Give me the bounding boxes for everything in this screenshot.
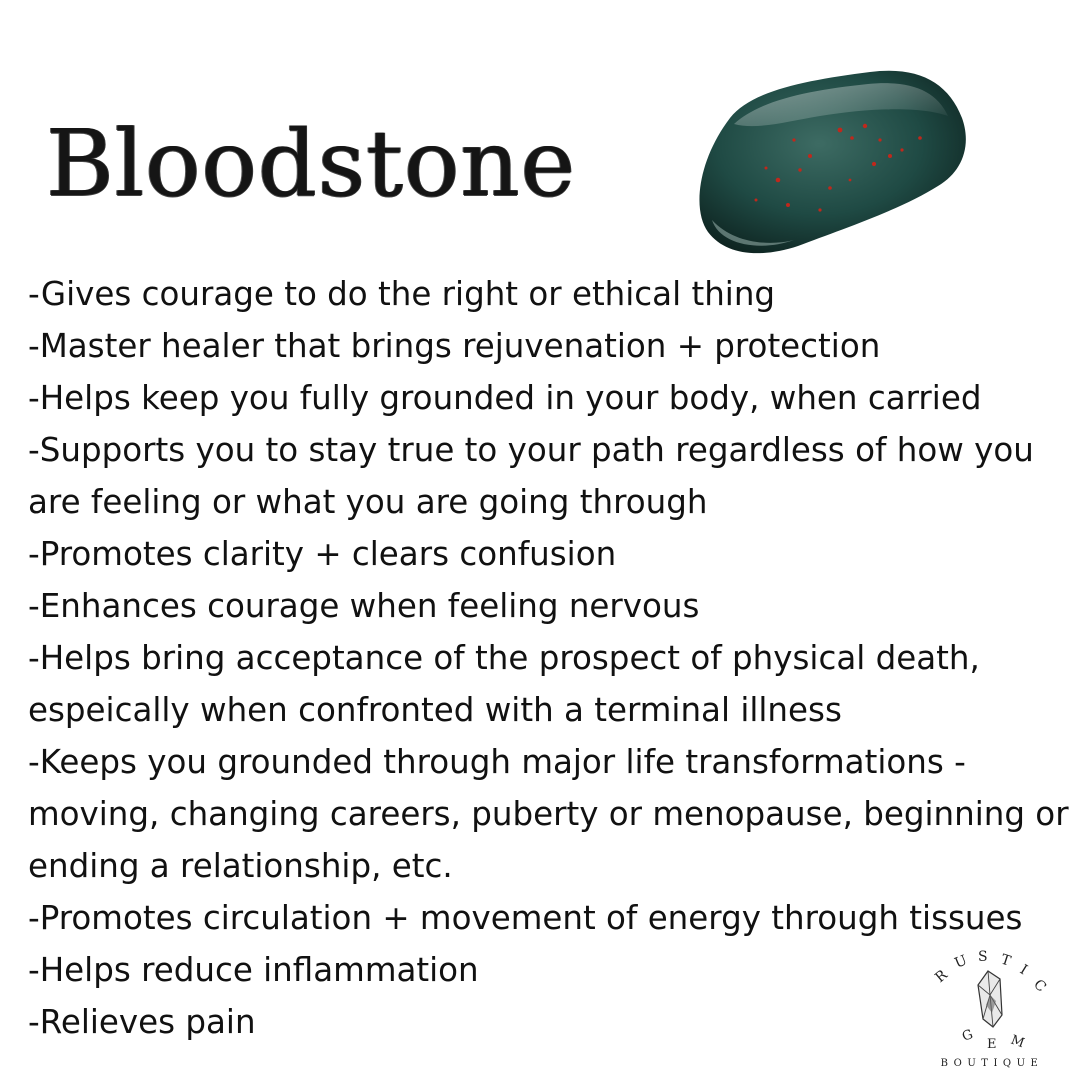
properties-list [28,268,1069,1048]
list-item: espeically when confronted with a terminal illness [28,691,842,729]
logo-letter: C [1030,976,1050,996]
logo-letter: E [987,1037,997,1052]
logo-letter: U [952,952,970,972]
list-item: -Promotes circulation + movement of energy through tissues [28,899,1023,937]
list-item: are feeling or what you are going through [28,483,708,521]
list-item: -Relieves pain [28,1003,256,1041]
title: Bloodstone [46,110,576,217]
list-item: -Helps bring acceptance of the prospect of physical death, [28,639,980,677]
logo-letter: I [1016,961,1031,979]
logo-letter: G [960,1027,976,1045]
logo-letter: R [932,967,951,987]
logo-letter: T [998,951,1013,970]
logo-boutique-text: BOUTIQUE [940,1058,1044,1069]
rustic-gem-boutique-logo [930,935,1055,1075]
logo-letter: S [978,949,988,965]
list-item: -Keeps you grounded through major life transformations - [28,743,966,781]
list-item: -Promotes clarity + clears confusion [28,535,617,573]
list-item: moving, changing careers, puberty or menopause, beginning or [28,795,1069,833]
list-item: -Supports you to stay true to your path regardless of how you [28,431,1034,469]
list-item: -Helps reduce inflammation [28,951,479,989]
list-item: -Master healer that brings rejuvenation + protection [28,327,881,365]
bloodstone-image [690,60,975,265]
list-item: ending a relationship, etc. [28,847,453,885]
crystal-icon [978,971,1002,1027]
list-item: -Enhances courage when feeling nervous [28,587,700,625]
list-item: -Helps keep you fully grounded in your body, when carried [28,379,982,417]
logo-letter: M [1008,1032,1027,1052]
list-item: -Gives courage to do the right or ethical thing [28,275,776,313]
